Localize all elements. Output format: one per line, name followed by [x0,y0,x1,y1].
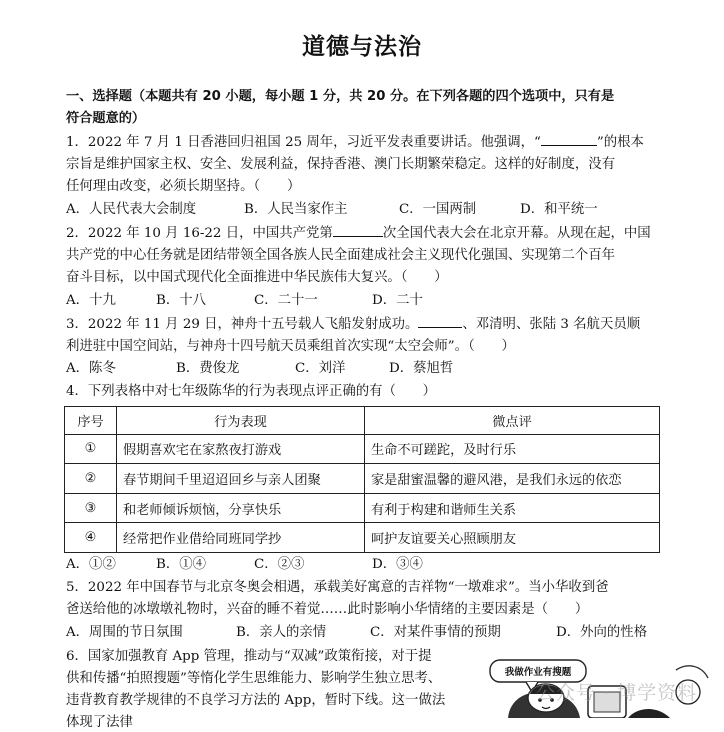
q2-text-b: 次全国代表大会在北京开幕。从现在起，中国 [382,226,651,241]
q1-text-b: ”的根本 [596,135,644,150]
q1-option-c: C．一国两制 [399,202,477,217]
q5-option-a: A．周围的节日氛围 [66,625,183,640]
q6-line4: 体现了法律 [66,715,133,730]
table-cell-number: ③ [65,493,117,523]
q1-option-a: A．人民代表大会制度 [66,202,197,217]
table-cell-behavior: 和老师倾诉烦恼，分享快乐 [117,493,365,523]
q5-line2: 爸送给他的冰墩墩礼物时，兴奋的睡不着觉……此时影响小华情绪的主要因素是（ ） [66,602,589,617]
q1-line3: 任何理由改变，必须长期坚持。（ ） [66,179,301,194]
q6-line3: 违背教育教学规律的不良学习方法的 App，暂时下线。这一做法 [66,693,446,708]
q2-line2: 共产党的中心任务就是团结带领全国各族人民全面建成社会主义现代化强国、实现第二个百年 [66,248,616,263]
q3-text-b: 、邓清明、张陆 3 名航天员顺 [462,317,641,332]
q3-option-b: B．费俊龙 [176,361,240,376]
q5-line1: 5．2022 年中国春节与北京冬奥会相遇，承载美好寓意的吉祥物“一墩难求”。当小华收到爸 [66,580,609,595]
section-heading-line1: 一、选择题（本题共有 20 小题，每小题 1 分，共 20 分。在下列各题的四个选项中，只有是 [66,89,615,104]
table-cell-number: ① [65,434,117,464]
q4-table [64,406,660,553]
q5-option-d: D．外向的性格 [556,625,648,640]
q2-option-c: C．二十一 [254,293,318,308]
q4-option-c: C．②③ [254,557,305,572]
table-row [65,434,660,464]
q6-line2: 供和传播“拍照搜题”等惰化学生思维能力、影响学生独立思考、 [66,671,442,686]
table-header-cell: 微点评 [365,407,660,435]
section-heading-line2: 符合题意的） [66,111,146,126]
q3-option-c: C．刘洋 [295,361,346,376]
q2-line3: 奋斗目标，以中国式现代化全面推进中华民族伟大复兴。（ ） [66,270,448,285]
table-cell-comment: 生命不可蹉跎，及时行乐 [365,434,660,464]
page-title: 道德与法治 [302,34,422,60]
q3-option-a: A．陈冬 [66,361,116,376]
q2-option-a: A．十九 [66,293,116,308]
q1-option-d: D．和平统一 [520,202,598,217]
table-row [65,464,660,494]
q3-line1 [66,315,640,334]
q4-option-a: A．①② [66,557,116,572]
table-cell-comment: 呵护友谊要关心照顾朋友 [365,523,660,553]
q2-text-a: 2．2022 年 10 月 16-22 日，中国共产党第 [66,226,333,241]
q1-text-a: 1．2022 年 7 月 1 日香港回归祖国 25 周年，习近平发表重要讲话。他强调，“ [66,135,541,150]
q2-option-d: D．二十 [372,293,423,308]
q4-option-b: B．①④ [156,557,207,572]
q1-option-b: B．人民当家作主 [244,202,348,217]
q3-option-d: D．蔡旭哲 [389,361,454,376]
table-cell-comment: 有利于构建和谐师生关系 [365,493,660,523]
table-cell-comment: 家是甜蜜温馨的避风港，是我们永远的依恋 [365,464,660,494]
table-cell-behavior: 假期喜欢宅在家熬夜打游戏 [117,434,365,464]
q1-blank [541,133,597,146]
q3-text-a: 3．2022 年 11 月 29 日，神舟十五号载人飞船发射成功。 [66,317,419,332]
q2-option-b: B．十八 [156,293,207,308]
table-cell-number: ④ [65,523,117,553]
q3-line2: 利进驻中国空间站，与神舟十四号航天员乘组首次实现“太空会师”。（ ） [66,339,515,354]
q4-stem: 4．下列表格中对七年级陈华的行为表现点评正确的有（ ） [66,384,437,399]
table-row [65,523,660,553]
q5-option-b: B．亲人的亲情 [236,625,327,640]
q3-blank [418,315,462,328]
table-row [65,493,660,523]
table-header-cell: 行为表现 [117,407,365,435]
table-header-cell: 序号 [65,407,117,435]
watermark-text: 公众号 · 博学资料 [536,682,698,704]
table-cell-behavior: 春节期间千里迢迢回乡与亲人团聚 [117,464,365,494]
q5-option-c: C．对某件事情的预期 [370,625,501,640]
q4-option-d: D．③④ [372,557,423,572]
q2-blank [333,224,383,237]
q6-line1: 6．国家加强教育 App 管理，推动与“双减”政策衔接，对于提 [66,649,432,664]
q1-line2: 宗旨是维护国家主权、安全、发展利益，保持香港、澳门长期繁荣稳定。这样的好制度，没有 [66,157,616,172]
table-cell-number: ② [65,464,117,494]
q2-line1 [66,224,651,243]
table-cell-behavior: 经常把作业借给同班同学抄 [117,523,365,553]
table-header-row [65,407,660,435]
cartoon-bubble-text: 我做作业有搜题 [504,667,572,678]
q1-line1 [66,133,644,152]
